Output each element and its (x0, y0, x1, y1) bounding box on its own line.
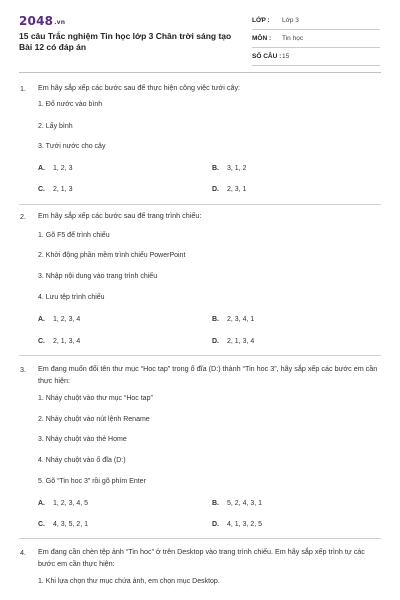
meta-row-subject (252, 30, 380, 48)
step-item: 4. Lưu tệp trình chiếu (38, 294, 105, 301)
question-number: 3. (20, 365, 26, 374)
question-number: 1. (20, 84, 26, 93)
step-item: 2. Lấy bình (38, 123, 73, 130)
step-item: 1. Gõ F5 để trình chiếu (38, 232, 110, 239)
option-b[interactable]: B. 5, 2, 4, 3, 1 (212, 500, 263, 507)
meta-value: 15 (282, 53, 290, 60)
page-title: 15 câu Trắc nghiệm Tin học lớp 3 Chân trời sáng tạo Bài 12 có đáp án (19, 31, 232, 52)
question-divider (19, 538, 381, 539)
step-item: 2. Nháy chuột vào nút lệnh Rename (38, 416, 150, 423)
question-divider (19, 204, 381, 205)
meta-label: SỐ CÂU : (252, 53, 282, 60)
option-d[interactable]: D. 2, 3, 1 (212, 186, 247, 193)
question-text: Em đang cần chèn tệp ảnh “Tin hoc” ở trên Desktop vào trang trình chiếu. Em hãy sắp xếp trình tự các bước em cần thực hiện: (38, 547, 365, 568)
question-number: 4. (20, 548, 26, 557)
quiz-meta (252, 12, 380, 66)
meta-row-count (252, 48, 380, 66)
option-a[interactable]: A. 1, 2, 3, 4, 5 (38, 500, 89, 507)
step-item: 1. Khi lựa chọn thư mục chứa ảnh, em chọn mục Desktop. (38, 578, 220, 585)
logo-tld: .vn (54, 19, 66, 26)
meta-value: Tin học (282, 35, 304, 42)
meta-label: MÔN : (252, 35, 272, 42)
site-logo[interactable] (19, 14, 65, 28)
step-item: 5. Gõ “Tin hoc 3” rồi gõ phím Enter (38, 478, 146, 485)
step-item: 2. Khởi động phần mềm trình chiếu PowerPoint (38, 252, 186, 259)
question-divider (19, 355, 381, 356)
option-c[interactable]: C. 4, 3, 5, 2, 1 (38, 521, 89, 528)
step-item: 4. Nháy chuột vào ổ đĩa (D:) (38, 457, 126, 464)
step-item: 1. Đổ nước vào bình (38, 101, 103, 108)
step-item: 3. Nháy chuột vào thẻ Home (38, 436, 127, 443)
step-item: 3. Tưới nước cho cây (38, 143, 106, 150)
question-text: Em đang muốn đổi tên thư mục “Hoc tap” trong ổ đĩa (D:) thành “Tin hoc 3”, hãy sắp xếp các bước em cần thực hiện: (38, 364, 378, 385)
option-c[interactable]: C. 2, 1, 3 (38, 186, 73, 193)
meta-value: Lớp 3 (282, 17, 299, 24)
option-a[interactable]: A. 1, 2, 3 (38, 165, 73, 172)
question-number: 2. (20, 212, 26, 221)
option-b[interactable]: B. 3, 1, 2 (212, 165, 247, 172)
question-text: Em hãy sắp xếp các bước sau để thực hiện công việc tưới cây: (38, 83, 241, 92)
option-c[interactable]: C. 2, 1, 3, 4 (38, 338, 81, 345)
step-item: 3. Nhập nội dung vào trang trình chiếu (38, 273, 158, 280)
page-header (0, 0, 400, 72)
option-d[interactable]: D. 2, 1, 3, 4 (212, 338, 255, 345)
meta-label: LỚP : (252, 17, 270, 24)
option-d[interactable]: D. 4, 1, 3, 2, 5 (212, 521, 263, 528)
header-divider (19, 72, 381, 73)
step-item: 1. Nháy chuột vào thư mục “Hoc tap” (38, 395, 153, 402)
logo-text: 2048 (19, 14, 54, 28)
option-a[interactable]: A. 1, 2, 3, 4 (38, 316, 81, 323)
option-b[interactable]: B. 2, 3, 4, 1 (212, 316, 255, 323)
question-text: Em hãy sắp xếp các bước sau để trang trình chiếu: (38, 211, 202, 220)
meta-row-class (252, 12, 380, 30)
